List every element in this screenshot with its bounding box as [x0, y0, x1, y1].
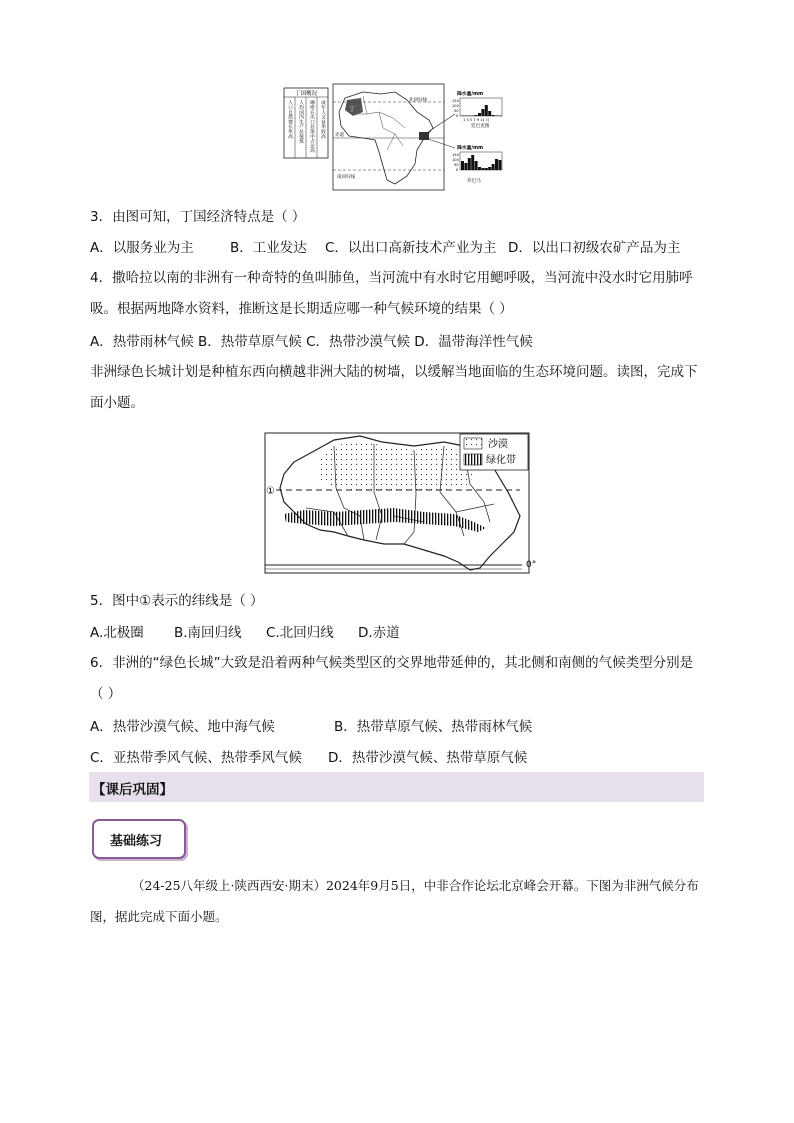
legend-desert-swatch — [464, 438, 482, 449]
info-table-col-4: 成年人文盲率较高 — [320, 100, 325, 139]
q4-stem: 4．撒哈拉以南的非洲有一种奇特的鱼叫肺鱼，当河流中有水时它用鳃呼吸，当河流中没水时它用肺呼吸。根据两地降水资料，推断这是长期适应哪一种气候环境的结果（ ） — [90, 270, 693, 317]
rain-bar — [461, 116, 464, 117]
svg-text:150: 150 — [452, 99, 459, 103]
exercise-intro: （24-25八年级上·陕西西安·期末）2024年9月5日，中非合作论坛北京峰会开幕。下图为非洲气候分布图，据此完成下面小题。 — [90, 878, 699, 924]
rain-bar — [498, 160, 501, 170]
q6-stem: 6．非洲的“绿色长城”大致是沿着两种气候类型区的交界地带延伸的，其北侧和南侧的气候类型分别是（ ） — [90, 655, 694, 702]
rain-bar — [495, 159, 498, 170]
svg-text:50: 50 — [454, 163, 459, 167]
svg-text:150: 150 — [452, 153, 459, 157]
svg-text:0: 0 — [456, 114, 459, 118]
rain-bar — [485, 105, 488, 116]
info-table-col-2: 人均国内生产总值低 — [298, 100, 303, 144]
south-tropic-label: 南回归线 — [337, 175, 355, 180]
rain-bar — [471, 155, 474, 170]
info-table-col-1: 人口自然增长率高 — [287, 100, 292, 139]
chart-bottom-ylabel: 降水量/mm — [457, 146, 484, 151]
equator-zero-label: 0° — [526, 560, 537, 570]
equator-label: 赤道 — [335, 133, 344, 138]
latitude-marker-1: ① — [266, 486, 275, 497]
q5-stem: 5．图中①表示的纬线是（ ） — [90, 593, 264, 609]
q6-option-b[interactable]: B．热带草原气候、热带雨林气候 — [334, 719, 533, 735]
q6-options-row1 — [90, 718, 532, 736]
chart-bottom-axis — [452, 153, 460, 172]
q3-options — [90, 239, 680, 257]
svg-text:0: 0 — [456, 168, 459, 172]
chart-top-bars — [461, 105, 501, 116]
q3-option-a[interactable]: A．以服务业为主 — [90, 240, 194, 256]
chart-bottom-bars — [461, 155, 501, 170]
svg-text:100: 100 — [452, 158, 459, 162]
green-wall-figure-svg — [264, 432, 537, 574]
legend-green-swatch — [464, 454, 482, 465]
legend-green-label: 绿化带 — [486, 455, 516, 466]
q3-stem: 3．由图可知，丁国经济特点是（ ） — [90, 209, 306, 225]
q5-option-b[interactable]: B.南回归线 — [174, 625, 242, 641]
rain-bar — [488, 111, 491, 116]
q6-options-row2 — [90, 749, 527, 767]
rain-bar — [478, 167, 481, 170]
chart-bottom-city: 乔巴马 — [467, 179, 481, 184]
rain-bar — [475, 161, 478, 170]
basic-practice-tag — [92, 819, 186, 859]
svg-text:100: 100 — [452, 104, 459, 108]
north-tropic-label: 北回归线 — [409, 98, 427, 103]
q5-options — [90, 624, 400, 642]
rain-bar — [468, 158, 471, 170]
q3-option-b[interactable]: B．工业发达 — [230, 240, 307, 256]
q3-option-c[interactable]: C．以出口高新技术产业为主 — [325, 240, 497, 256]
rain-bar — [488, 167, 491, 170]
rain-bar — [478, 113, 481, 116]
rain-bar — [492, 164, 495, 170]
q3-option-d[interactable]: D．以出口初级农矿产品为主 — [508, 240, 681, 256]
green-wall-figure — [264, 432, 537, 574]
q6-option-a[interactable]: A．热带沙漠气候、地中海气候 — [90, 719, 275, 735]
rain-bar — [495, 116, 498, 117]
info-table-title: 丁国概况 — [294, 91, 318, 97]
africa-rainfall-figure — [283, 84, 513, 191]
q6-option-d[interactable]: D．热带沙漠气候、热带草原气候 — [328, 750, 528, 766]
chart-top-ylabel: 降水量/mm — [457, 92, 484, 97]
rain-bar — [475, 115, 478, 116]
rain-bar — [492, 115, 495, 116]
chart-top-months: 1 3 5 7 9 11 月 — [463, 118, 490, 122]
rain-bar — [498, 116, 501, 117]
q5-option-d[interactable]: D.赤道 — [358, 625, 400, 641]
svg-text:50: 50 — [454, 109, 459, 113]
basic-practice-label: 基础练习 — [110, 834, 163, 849]
section-band — [89, 772, 704, 802]
rain-bar — [471, 116, 474, 117]
rain-bar — [485, 168, 488, 170]
rain-bar — [481, 109, 484, 116]
rain-bar — [464, 163, 467, 170]
rain-bar — [481, 168, 484, 170]
q5-option-c[interactable]: C.北回归线 — [266, 625, 334, 641]
info-table-col-3: 咖啡在出口总值中占比高 — [309, 100, 314, 153]
africa-rainfall-figure-svg — [283, 84, 513, 191]
rain-bar — [461, 161, 464, 170]
section-band-title: 【课后巩固】 — [92, 782, 173, 798]
q4-options[interactable]: A．热带雨林气候 B．热带草原气候 C．热带沙漠气候 D．温带海洋性气候 — [90, 334, 533, 350]
q5-option-a[interactable]: A.北极圈 — [90, 625, 144, 641]
rain-bar — [464, 116, 467, 117]
rain-bar — [468, 116, 471, 117]
legend-desert-label: 沙漠 — [488, 439, 508, 450]
q6-option-c[interactable]: C．亚热带季风气候、热带季风气候 — [90, 750, 302, 766]
chart-top-city: 廷巴克图 — [471, 124, 490, 129]
green-wall-intro: 非洲绿色长城计划是种植东西向横越非洲大陆的树墙，以缓解当地面临的生态环境问题。读图，完成下面小题。 — [90, 364, 698, 411]
country-ding-label: 丁 — [349, 106, 356, 113]
